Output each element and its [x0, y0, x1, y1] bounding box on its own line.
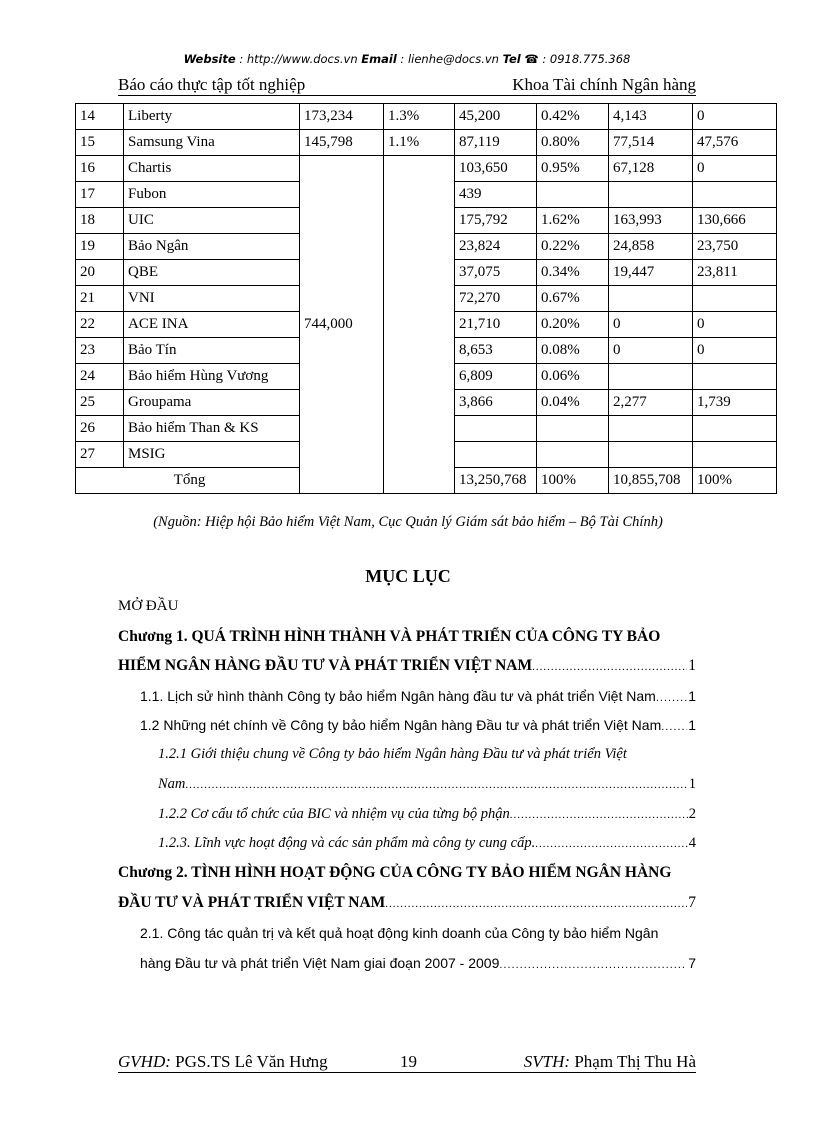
cell-value: 1.62%	[537, 208, 609, 234]
cell-value	[609, 416, 693, 442]
toc-section-1-2-1[interactable]	[158, 776, 696, 793]
cell-value: 0	[693, 338, 777, 364]
cell-value: 77,514	[609, 130, 693, 156]
row-number: 26	[76, 416, 124, 442]
company-name: Bảo Ngân	[124, 234, 300, 260]
toc-chapter-2-line-2: ĐẦU TƯ VÀ PHÁT TRIỂN VIỆT NAM	[118, 894, 386, 911]
toc-page-number: 1	[688, 657, 696, 674]
cell-value: 23,811	[693, 260, 777, 286]
cell-value: 37,075	[455, 260, 537, 286]
toc-page-number: 1	[688, 776, 696, 792]
toc-title: MỤC LỤC	[365, 566, 451, 586]
cell-value: 1.1%	[384, 130, 455, 156]
gvhd-name: PGS.TS Lê Văn Hưng	[170, 1052, 328, 1071]
cell-value: 130,666	[693, 208, 777, 234]
toc-section-1-2-3[interactable]	[158, 835, 696, 852]
cell-value	[609, 286, 693, 312]
cell-value: 72,270	[455, 286, 537, 312]
page-footer	[118, 1052, 696, 1073]
company-name: Fubon	[124, 182, 300, 208]
cell-value: 163,993	[609, 208, 693, 234]
total-label: Tổng	[76, 468, 300, 494]
row-number: 27	[76, 442, 124, 468]
merged-empty-cell	[384, 156, 455, 494]
row-number: 20	[76, 260, 124, 286]
cell-value	[537, 182, 609, 208]
company-name: Bảo hiểm Hùng Vương	[124, 364, 300, 390]
toc-chapter-1[interactable]	[118, 657, 696, 675]
cell-value: 0	[693, 104, 777, 130]
row-number: 18	[76, 208, 124, 234]
cell-value: 2,277	[609, 390, 693, 416]
total-value: 100%	[537, 468, 609, 494]
cell-value: 47,576	[693, 130, 777, 156]
cell-value	[537, 442, 609, 468]
company-name: Bảo Tín	[124, 338, 300, 364]
company-name: QBE	[124, 260, 300, 286]
faculty-name: Khoa Tài chính Ngân hàng	[512, 75, 696, 94]
cell-value: 0.95%	[537, 156, 609, 182]
cell-value: 103,650	[455, 156, 537, 182]
merged-value-cell: 744,000	[300, 156, 384, 494]
toc-section-1-2-1-line-1[interactable]: 1.2.1 Giới thiệu chung về Công ty bảo hiểm Ngân hàng Đầu tư và phát triển Việt	[158, 746, 627, 762]
toc-section-label: Nam	[158, 776, 186, 792]
toc-section-label: 1.2 Những nét chính về Công ty bảo hiểm Ngân hàng Đầu tư và phát triển Việt Nam	[140, 717, 662, 733]
cell-value: 0	[609, 312, 693, 338]
toc-section-label: 1.2.2 Cơ cấu tổ chức của BIC và nhiệm vụ của từng bộ phận	[158, 806, 510, 822]
cell-value: 1,739	[693, 390, 777, 416]
row-number: 15	[76, 130, 124, 156]
row-number: 14	[76, 104, 124, 130]
toc-chapter-1-line-2: HIỂM NGÂN HÀNG ĐẦU TƯ VÀ PHÁT TRIỂN VIỆT NAM	[118, 657, 533, 674]
cell-value: 21,710	[455, 312, 537, 338]
row-number: 21	[76, 286, 124, 312]
toc-chapter-1-line-1[interactable]: Chương 1. QUÁ TRÌNH HÌNH THÀNH VÀ PHÁT TRIỂN CỦA CÔNG TY BẢO	[118, 628, 661, 645]
row-number: 17	[76, 182, 124, 208]
row-number: 22	[76, 312, 124, 338]
website-value: : http://www.docs.vn	[235, 52, 362, 66]
toc-section-label: 1.1. Lịch sử hình thành Công ty bảo hiểm Ngân hàng đầu tư và phát triển Việt Nam	[140, 688, 656, 704]
cell-value	[609, 182, 693, 208]
cell-value	[693, 442, 777, 468]
svth-label: SVTH:	[523, 1052, 571, 1071]
cell-value: 3,866	[455, 390, 537, 416]
cell-value: 23,750	[693, 234, 777, 260]
company-name: Groupama	[124, 390, 300, 416]
row-number: 24	[76, 364, 124, 390]
svth-name: Phạm Thị Thu Hà	[570, 1052, 696, 1071]
row-number: 25	[76, 390, 124, 416]
cell-value: 0	[609, 338, 693, 364]
cell-value: 0.06%	[537, 364, 609, 390]
toc-page-number: 4	[688, 835, 696, 851]
company-name: MSIG	[124, 442, 300, 468]
running-head	[118, 73, 696, 96]
toc-page-number: 1	[688, 688, 696, 704]
cell-value: 8,653	[455, 338, 537, 364]
toc-page-number: 1	[688, 717, 696, 733]
cell-value: 1.3%	[384, 104, 455, 130]
contact-header	[118, 52, 696, 68]
row-number: 19	[76, 234, 124, 260]
total-value: 13,250,768	[455, 468, 537, 494]
cell-value: 175,792	[455, 208, 537, 234]
cell-value: 0.34%	[537, 260, 609, 286]
cell-value	[609, 442, 693, 468]
cell-value: 0.80%	[537, 130, 609, 156]
total-value: 10,855,708	[609, 468, 693, 494]
cell-value: 0.67%	[537, 286, 609, 312]
company-name: ACE INA	[124, 312, 300, 338]
cell-value: 6,809	[455, 364, 537, 390]
table-row	[76, 104, 777, 130]
table-row	[76, 156, 777, 182]
toc-page-number: 7	[688, 955, 696, 971]
cell-value: 67,128	[609, 156, 693, 182]
source-note: (Nguồn: Hiệp hội Bảo hiểm Việt Nam, Cục Quản lý Giám sát bảo hiểm – Bộ Tài Chính)	[153, 514, 663, 530]
email-value: : lienhe@docs.vn	[396, 52, 503, 66]
market-share-table	[75, 103, 777, 494]
website-label: Website	[183, 52, 236, 66]
student	[524, 1052, 696, 1072]
cell-value: 0.08%	[537, 338, 609, 364]
toc-section-1-2[interactable]	[140, 717, 696, 733]
cell-value	[455, 416, 537, 442]
toc-page-number: 7	[688, 894, 696, 911]
cell-value: 19,447	[609, 260, 693, 286]
company-name: Samsung Vina	[124, 130, 300, 156]
cell-value: 0.42%	[537, 104, 609, 130]
company-name: Chartis	[124, 156, 300, 182]
toc-intro[interactable]: MỞ ĐẦU	[118, 598, 179, 614]
cell-value: 439	[455, 182, 537, 208]
cell-value	[693, 364, 777, 390]
cell-value	[609, 364, 693, 390]
company-name: Liberty	[124, 104, 300, 130]
tel-label: Tel	[502, 52, 521, 66]
cell-value	[455, 442, 537, 468]
cell-value: 45,200	[455, 104, 537, 130]
cell-value: 145,798	[300, 130, 384, 156]
cell-value: 24,858	[609, 234, 693, 260]
page-number: 19	[400, 1052, 417, 1071]
cell-value: 173,234	[300, 104, 384, 130]
cell-value: 0	[693, 312, 777, 338]
toc-section-2-1-line-1[interactable]: 2.1. Công tác quản trị và kết quả hoạt động kinh doanh của Công ty bảo hiểm Ngân	[140, 925, 659, 941]
toc-chapter-2[interactable]	[118, 894, 696, 912]
tel-value: ☎ : 0918.775.368	[520, 52, 631, 66]
company-name: Bảo hiểm Than & KS	[124, 416, 300, 442]
toc-chapter-2-line-1[interactable]: Chương 2. TÌNH HÌNH HOẠT ĐỘNG CỦA CÔNG TY BẢO HIỂM NGÂN HÀNG	[118, 864, 672, 881]
cell-value: 0.20%	[537, 312, 609, 338]
cell-value: 0.22%	[537, 234, 609, 260]
report-title: Báo cáo thực tập tốt nghiệp	[118, 75, 306, 94]
toc-section-1-1[interactable]	[140, 688, 696, 704]
email-label: Email	[361, 52, 397, 66]
toc-section-2-1[interactable]	[140, 955, 696, 971]
row-number: 16	[76, 156, 124, 182]
toc-section-label: 1.2.3. Lĩnh vực hoạt động và các sản phẩm mà công ty cung cấp.	[158, 835, 536, 851]
toc-page-number: 2	[688, 806, 696, 822]
total-value: 100%	[693, 468, 777, 494]
cell-value	[693, 286, 777, 312]
cell-value: 0	[693, 156, 777, 182]
company-name: UIC	[124, 208, 300, 234]
cell-value	[693, 416, 777, 442]
supervisor	[118, 1052, 328, 1072]
cell-value	[693, 182, 777, 208]
cell-value: 4,143	[609, 104, 693, 130]
company-name: VNI	[124, 286, 300, 312]
table-row	[76, 130, 777, 156]
row-number: 23	[76, 338, 124, 364]
cell-value: 0.04%	[537, 390, 609, 416]
cell-value: 23,824	[455, 234, 537, 260]
cell-value	[537, 416, 609, 442]
toc-section-label: hàng Đầu tư và phát triển Việt Nam giai đoạn 2007 - 2009	[140, 955, 500, 971]
cell-value: 87,119	[455, 130, 537, 156]
gvhd-label: GVHD:	[118, 1052, 171, 1071]
toc-section-1-2-2[interactable]	[158, 806, 696, 823]
